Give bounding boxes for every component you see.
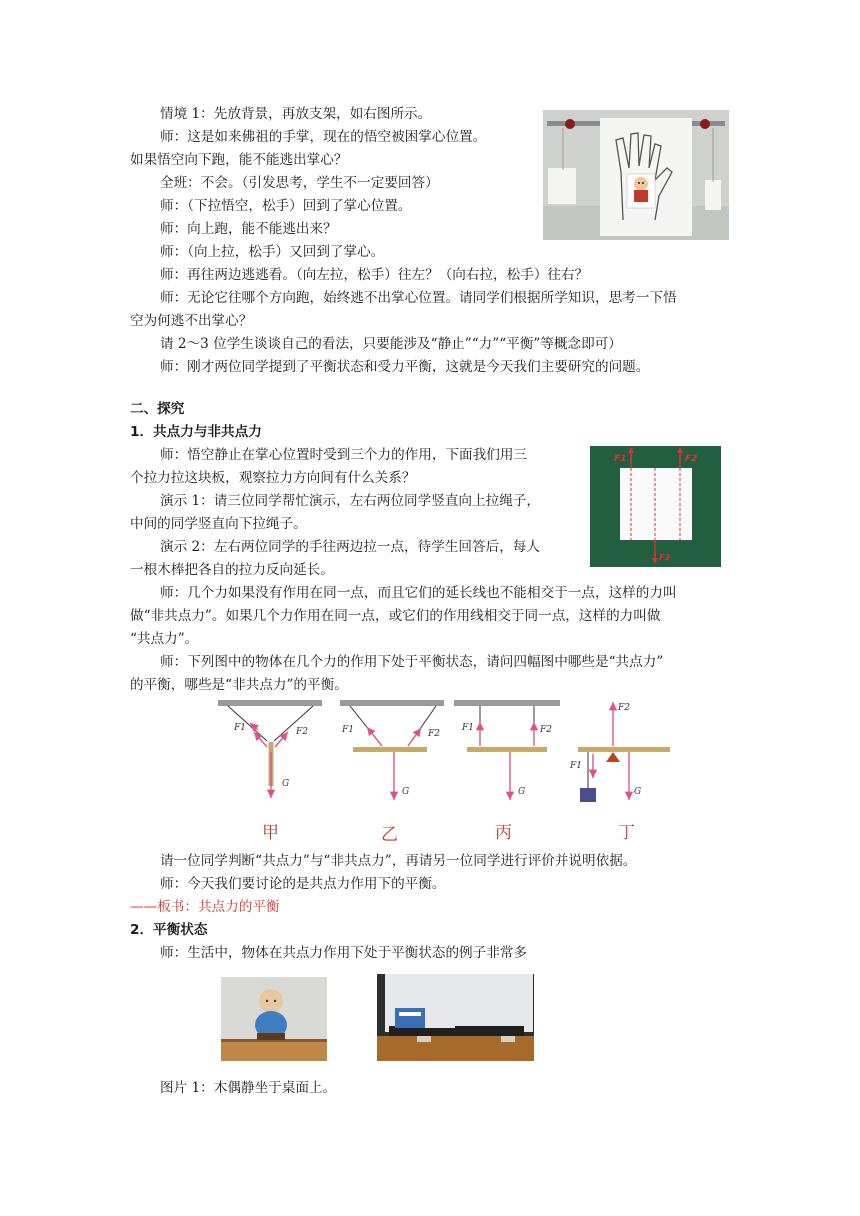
paragraph-demo1-a: 演示 1：请三位同学帮忙演示，左右两位同学竖直向上拉绳子， <box>160 493 540 509</box>
paragraph-scenario-1: 情境 1：先放背景，再放支架，如右图所示。 <box>160 106 432 122</box>
paragraph-sides: 师：再往两边逃逃看。（向左拉，松手）往左？（向右拉，松手）往右？ <box>160 267 589 283</box>
paragraph-why-a: 师：无论它往哪个方向跑，始终逃不出掌心位置。请同学们根据所学知识，思考一下悟 <box>160 290 677 306</box>
paragraph-demo2-a: 演示 2：左右两位同学的手往两边拉一点，待学生回答后，每人 <box>160 539 540 555</box>
figurine-photo <box>221 977 327 1061</box>
section-heading-explore: 二、探究 <box>130 401 185 417</box>
board-label-f3: F3 <box>659 553 671 562</box>
jia-label-f1: F1 <box>234 723 246 733</box>
caption-ding: 丁 <box>618 823 635 843</box>
paragraph-examples: 师：生活中，物体在共点力作用下处于平衡状态的例子非常多 <box>160 945 528 961</box>
board-note: ——板书：共点力的平衡 <box>130 899 280 915</box>
force-diagrams <box>210 694 680 844</box>
yi-label-f2: F2 <box>428 729 440 739</box>
paragraph-three-forces-a: 师：悟空静止在掌心位置时受到三个力的作用，下面我们用三 <box>160 447 528 463</box>
three-forces-board-photo <box>590 446 721 567</box>
box-on-board-photo <box>377 974 534 1061</box>
ding-label-f2: F2 <box>618 703 630 713</box>
board-label-f2: F2 <box>685 454 698 464</box>
paragraph-definition-a: 师：几个力如果没有作用在同一点，而且它们的延长线也不能相交于一点，这样的力叫 <box>160 585 677 601</box>
paragraph-topic: 师：刚才两位同学提到了平衡状态和受力平衡，这就是今天我们主要研究的问题。 <box>160 359 650 375</box>
subsection-heading-concurrent: 1．共点力与非共点力 <box>130 424 262 440</box>
bing-label-f1: F1 <box>462 723 474 733</box>
diagram-bing <box>454 700 560 800</box>
diagram-jia <box>218 700 322 798</box>
paragraph-definition-c: “共点力”。 <box>130 631 199 647</box>
paragraph-three-forces-b: 个拉力拉这块板，观察拉力方向间有什么关系？ <box>130 470 416 486</box>
paragraph-teacher-palm: 师：这是如来佛祖的手掌，现在的悟空被困掌心位置。 <box>160 129 487 145</box>
caption-jia: 甲 <box>262 823 279 843</box>
bing-label-f2: F2 <box>540 725 552 735</box>
paragraph-class-answer: 全班：不会。（引发思考，学生不一定要回答） <box>160 175 439 191</box>
diagram-yi <box>340 700 444 800</box>
force-diagrams-svg <box>210 694 680 844</box>
paragraph-figures-question-a: 师：下列图中的物体在几个力的作用下处于平衡状态，请问四幅图中哪些是“共点力” <box>160 654 664 670</box>
ding-label-f1: F1 <box>570 761 582 771</box>
ding-label-g: G <box>634 787 642 797</box>
yi-label-g: G <box>402 787 410 797</box>
bing-label-g: G <box>518 787 526 797</box>
yi-label-f1: F1 <box>342 725 354 735</box>
caption-yi: 乙 <box>381 825 398 845</box>
paragraph-students-views: 请 2～3 位学生谈谈自己的看法，只要能涉及“静止”“力”“平衡”等概念即可） <box>160 336 622 352</box>
paragraph-definition-b: 做“非共点力”。如果几个力作用在同一点，或它们的作用线相交于同一点，这样的力叫做 <box>130 608 661 624</box>
paragraph-picture-1: 图片 1：木偶静坐于桌面上。 <box>160 1080 337 1096</box>
paragraph-pull-up: 师：（向上拉，松手）又回到了掌心。 <box>160 244 385 260</box>
paragraph-discussion: 师：今天我们要讨论的是共点力作用下的平衡。 <box>160 876 446 892</box>
paragraph-demo2-b: 一根木棒把各自的拉力反向延长。 <box>130 562 334 578</box>
palm-demo-photo <box>543 110 729 240</box>
paragraph-demo1-b: 中间的同学竖直向下拉绳子。 <box>130 516 307 532</box>
paragraph-pull-down: 师：（下拉悟空，松手）回到了掌心位置。 <box>160 198 412 214</box>
diagram-ding <box>569 702 670 802</box>
jia-label-g: G <box>282 779 290 789</box>
subsection-heading-equilibrium: 2．平衡状态 <box>130 922 208 938</box>
paragraph-question-up: 师：向上跑，能不能逃出来？ <box>160 221 337 237</box>
board-label-f1: F1 <box>614 454 627 464</box>
caption-bing: 丙 <box>495 823 512 843</box>
paragraph-judge: 请一位同学判断“共点力”与“非共点力”，再请另一位同学进行评价并说明依据。 <box>160 853 637 869</box>
paragraph-figures-question-b: 的平衡，哪些是“非共点力”的平衡。 <box>130 677 348 693</box>
paragraph-question-down: 如果悟空向下跑，能不能逃出掌心？ <box>130 152 348 168</box>
paragraph-why-b: 空为何逃不出掌心？ <box>130 313 253 329</box>
jia-label-f2: F2 <box>296 727 308 737</box>
